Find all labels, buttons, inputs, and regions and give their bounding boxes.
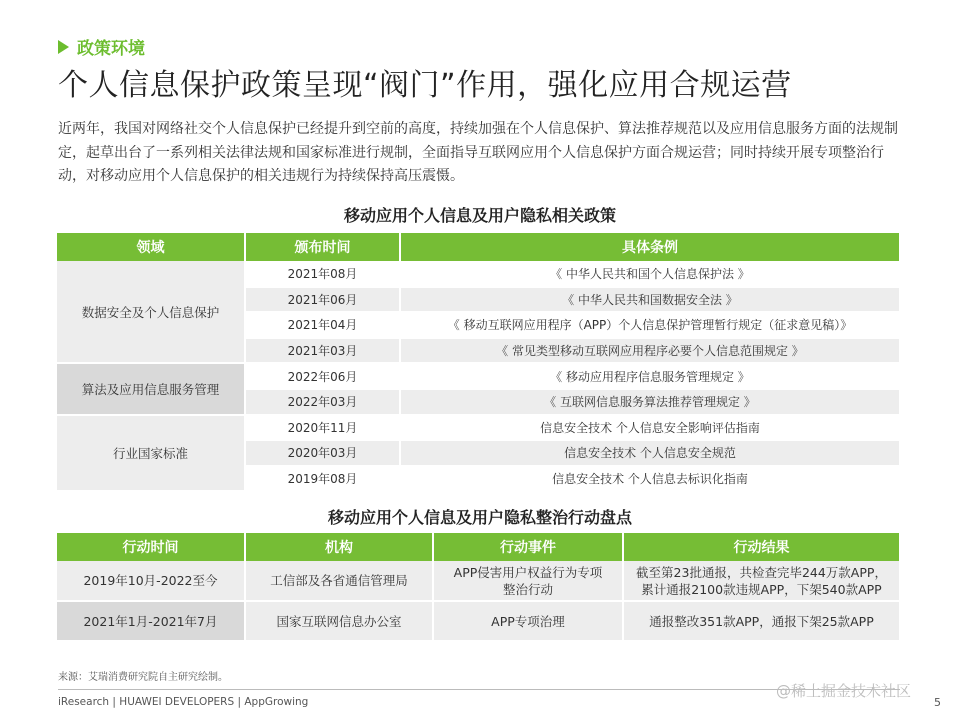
category-cell: 算法及应用信息服务管理 bbox=[57, 363, 245, 414]
header-domain: 领域 bbox=[57, 233, 245, 261]
table-row bbox=[57, 415, 899, 441]
table-row bbox=[57, 363, 899, 389]
category-cell: 数据安全及个人信息保护 bbox=[57, 261, 245, 363]
date-cell: 2020年11月 bbox=[245, 415, 400, 441]
header-regulation: 具体条例 bbox=[400, 233, 899, 261]
date-cell: 2020年03月 bbox=[245, 440, 400, 466]
page-title: 个人信息保护政策呈现“阀门”作用，强化应用合规运营 bbox=[58, 68, 792, 103]
action-result-cell bbox=[623, 601, 899, 641]
regulation-cell: 《 中华人民共和国个人信息保护法 》 bbox=[400, 261, 899, 287]
date-cell: 2021年06月 bbox=[245, 287, 400, 313]
event-line: APP侵害用户权益行为专项 bbox=[453, 564, 603, 580]
intro-paragraph: 近两年，我国对网络社交个人信息保护已经提升到空前的高度，持续加强在个人信息保护、算法推荐规范以及应用信息服务方面的法规制定，起草出台了一系列相关法律法规和国家标准进行规制，全面指导互联网应用个人信息保护方面合规运营；同时持续开展专项整治行动，对移动应用个人信息保护的相关违规行为持续保持高压震慑。 bbox=[58, 121, 898, 184]
enforcement-table-header bbox=[57, 533, 899, 561]
organization-cell: 工信部及各省通信管理局 bbox=[245, 561, 433, 601]
header-action-time: 行动时间 bbox=[57, 533, 245, 561]
header-organization: 机构 bbox=[245, 533, 433, 561]
regulation-cell: 《 移动互联网应用程序（APP）个人信息保护管理暂行规定（征求意见稿）》 bbox=[400, 312, 899, 338]
regulation-cell: 《 互联网信息服务算法推荐管理规定 》 bbox=[400, 389, 899, 415]
action-event-cell bbox=[433, 601, 623, 641]
date-cell: 2022年06月 bbox=[245, 363, 400, 389]
event-line: 整治行动 bbox=[502, 581, 553, 597]
event-line: APP专项治理 bbox=[491, 613, 565, 629]
action-event-cell bbox=[433, 561, 623, 601]
page-number: 5 bbox=[934, 696, 941, 709]
source-note: 来源：艾瑞消费研究院自主研究绘制。 bbox=[58, 672, 228, 683]
result-line: 通报整改351款APP，通报下架25款APP bbox=[649, 613, 874, 629]
result-line: 累计通报2100款违规APP，下架540款APP bbox=[641, 581, 882, 597]
regulation-cell: 信息安全技术 个人信息安全规范 bbox=[400, 440, 899, 466]
table-row bbox=[57, 601, 899, 641]
watermark: @稀土掘金技术社区 bbox=[776, 682, 912, 700]
table-row bbox=[57, 261, 899, 287]
play-triangle-icon bbox=[58, 40, 69, 54]
footer-divider bbox=[58, 689, 900, 690]
header-date: 颁布时间 bbox=[245, 233, 400, 261]
regulation-cell: 《 常见类型移动互联网应用程序必要个人信息范围规定 》 bbox=[400, 338, 899, 364]
action-time-cell: 2021年1月-2021年7月 bbox=[57, 601, 245, 641]
organization-cell: 国家互联网信息办公室 bbox=[245, 601, 433, 641]
date-cell: 2021年03月 bbox=[245, 338, 400, 364]
header-action-event: 行动事件 bbox=[433, 533, 623, 561]
date-cell: 2021年08月 bbox=[245, 261, 400, 287]
section-tag-label: 政策环境 bbox=[77, 39, 145, 59]
category-cell: 行业国家标准 bbox=[57, 415, 245, 492]
date-cell: 2022年03月 bbox=[245, 389, 400, 415]
regulation-cell: 信息安全技术 个人信息安全影响评估指南 bbox=[400, 415, 899, 441]
footer-brands: iResearch | HUAWEI DEVELOPERS | AppGrowing bbox=[58, 696, 309, 708]
result-line: 截至第23批通报，共检查完毕244万款APP， bbox=[636, 564, 887, 580]
policy-table-header bbox=[57, 233, 899, 261]
section-tag bbox=[58, 34, 145, 59]
table1-caption: 移动应用个人信息及用户隐私相关政策 bbox=[343, 206, 616, 225]
policy-table bbox=[57, 233, 899, 492]
table-row bbox=[57, 561, 899, 601]
regulation-cell: 《 中华人民共和国数据安全法 》 bbox=[400, 287, 899, 313]
action-result-cell bbox=[623, 561, 899, 601]
action-time-cell: 2019年10月-2022至今 bbox=[57, 561, 245, 601]
regulation-cell: 信息安全技术 个人信息去标识化指南 bbox=[400, 466, 899, 492]
enforcement-table bbox=[57, 533, 899, 642]
table2-caption: 移动应用个人信息及用户隐私整治行动盘点 bbox=[327, 508, 632, 527]
regulation-cell: 《 移动应用程序信息服务管理规定 》 bbox=[400, 363, 899, 389]
date-cell: 2019年08月 bbox=[245, 466, 400, 492]
header-action-result: 行动结果 bbox=[623, 533, 899, 561]
date-cell: 2021年04月 bbox=[245, 312, 400, 338]
